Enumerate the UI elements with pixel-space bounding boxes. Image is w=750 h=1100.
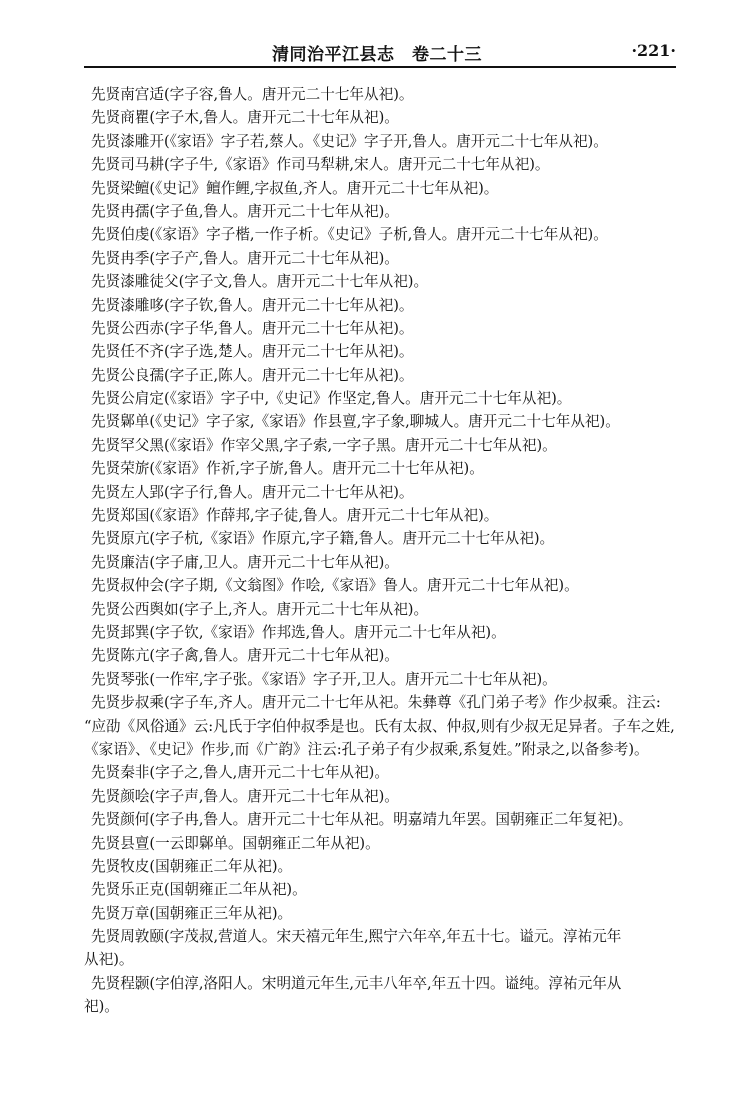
paragraph-line: 先贤周敦颐(字茂叔,营道人。宋天禧元年生,熙宁六年卒,年五十七。谥元。淳祐元年 <box>91 928 622 946</box>
entry-line: 先贤公西赤(字子华,鲁人。唐开元二十七年从祀)。 <box>91 319 414 337</box>
paragraph-line: 从祀)。 <box>84 951 134 969</box>
header-rule <box>84 66 676 68</box>
entry-line: 先贤南宫适(字子容,鲁人。唐开元二十七年从祀)。 <box>91 86 414 103</box>
entry-line: 先贤公良孺(字子正,陈人。唐开元二十七年从祀)。 <box>91 366 414 384</box>
entry-line: 先贤叔仲会(字子期,《文翁图》作哙,《家语》鲁人。唐开元二十七年从祀)。 <box>91 577 579 595</box>
entry-line: 先贤邽巽(字子钦,《家语》作邦选,鲁人。唐开元二十七年从祀)。 <box>91 623 506 641</box>
entry-line: 先贤乐正克(国朝雍正二年从祀)。 <box>91 881 307 899</box>
entry-line: 先贤秦非(字子之,鲁人,唐开元二十七年从祀)。 <box>91 764 389 782</box>
entry-line: 先贤伯虔(《家语》字子楷,一作子析。《史记》子析,鲁人。唐开元二十七年从祀)。 <box>91 226 608 244</box>
entry-line: 先贤颜何(字子冉,鲁人。唐开元二十七年从祀。明嘉靖九年罢。国朝雍正二年复祀)。 <box>91 811 633 829</box>
paragraph-line: 《家语》、《史记》作步,而《广韵》注云:孔子弟子有少叔乘,系复姓。”附录之,以备参考)。 <box>84 740 649 758</box>
entry-line: 先贤郑国(《家语》作薛邦,字子徒,鲁人。唐开元二十七年从祀)。 <box>91 507 499 525</box>
entry-line: 先贤冉季(字子产,鲁人。唐开元二十七年从祀)。 <box>91 249 399 267</box>
entry-line: 先贤商瞿(字子木,鲁人。唐开元二十七年从祀)。 <box>91 109 399 127</box>
entry-line: 先贤漆雕徒父(字子文,鲁人。唐开元二十七年从祀)。 <box>91 273 429 291</box>
entry-line: 先贤县亶(一云即鄡单。国朝雍正二年从祀)。 <box>91 834 380 852</box>
entry-line: 先贤颜哙(字子声,鲁人。唐开元二十七年从祀)。 <box>91 787 399 805</box>
body-text <box>84 83 680 1019</box>
entry-line: 先贤牧皮(国朝雍正二年从祀)。 <box>91 857 293 875</box>
entry-line: 先贤公西舆如(字子上,齐人。唐开元二十七年从祀)。 <box>91 600 429 618</box>
paragraph-line: 先贤程颢(字伯淳,洛阳人。宋明道元年生,元丰八年卒,年五十四。谥纯。淳祐元年从 <box>91 974 622 992</box>
paragraph-line: “应劭《风俗通》云:凡氏于字伯仲叔季是也。氏有太叔、仲叔,则有少叔无足异者。子车之姓, <box>84 717 675 735</box>
entry-line: 先贤陈亢(字子禽,鲁人。唐开元二十七年从祀)。 <box>91 647 399 665</box>
entry-line: 先贤司马耕(字子牛,《家语》作司马犁耕,宋人。唐开元二十七年从祀)。 <box>91 156 550 174</box>
paragraph-line: 先贤步叔乘(字子车,齐人。唐开元二十七年从祀。朱彝尊《孔门弟子考》作少叔乘。注云: <box>91 694 661 712</box>
page-number: ·221· <box>631 41 676 60</box>
entry-line: 先贤廉洁(字子庸,卫人。唐开元二十七年从祀)。 <box>91 553 399 571</box>
paragraph-line: 祀)。 <box>84 998 119 1016</box>
running-title: 清同治平江县志 卷二十三 <box>272 45 482 65</box>
entry-line: 先贤冉孺(字子鱼,鲁人。唐开元二十七年从祀)。 <box>91 202 399 220</box>
entry-line: 先贤漆雕开(《家语》字子若,蔡人。《史记》字子开,鲁人。唐开元二十七年从祀)。 <box>91 132 608 150</box>
entry-line: 先贤鄡单(《史记》字子家,《家语》作县亶,字子象,聊城人。唐开元二十七年从祀)。 <box>91 413 620 431</box>
page-header <box>84 38 676 64</box>
entry-line: 先贤公肩定(《家语》字子中,《史记》作坚定,鲁人。唐开元二十七年从祀)。 <box>91 390 572 408</box>
entry-line: 先贤荣旂(《家语》作祈,字子旂,鲁人。唐开元二十七年从祀)。 <box>91 460 484 478</box>
entry-line: 先贤漆雕哆(字子钦,鲁人。唐开元二十七年从祀)。 <box>91 296 414 314</box>
entry-line: 先贤原亢(字子杭,《家语》作原亢,字子籍,鲁人。唐开元二十七年从祀)。 <box>91 530 555 548</box>
entry-line: 先贤万章(国朝雍正三年从祀)。 <box>91 904 293 922</box>
entry-line: 先贤梁鳣(《史记》鳣作鲤,字叔鱼,齐人。唐开元二十七年从祀)。 <box>91 179 499 197</box>
entry-line: 先贤罕父黑(《家语》作宰父黑,字子索,一字子黑。唐开元二十七年从祀)。 <box>91 436 557 454</box>
entry-line: 先贤左人郢(字子行,鲁人。唐开元二十七年从祀)。 <box>91 483 414 501</box>
entry-line: 先贤任不齐(字子选,楚人。唐开元二十七年从祀)。 <box>91 343 414 361</box>
entry-line: 先贤琴张(一作牢,字子张。《家语》字子开,卫人。唐开元二十七年从祀)。 <box>91 670 557 688</box>
